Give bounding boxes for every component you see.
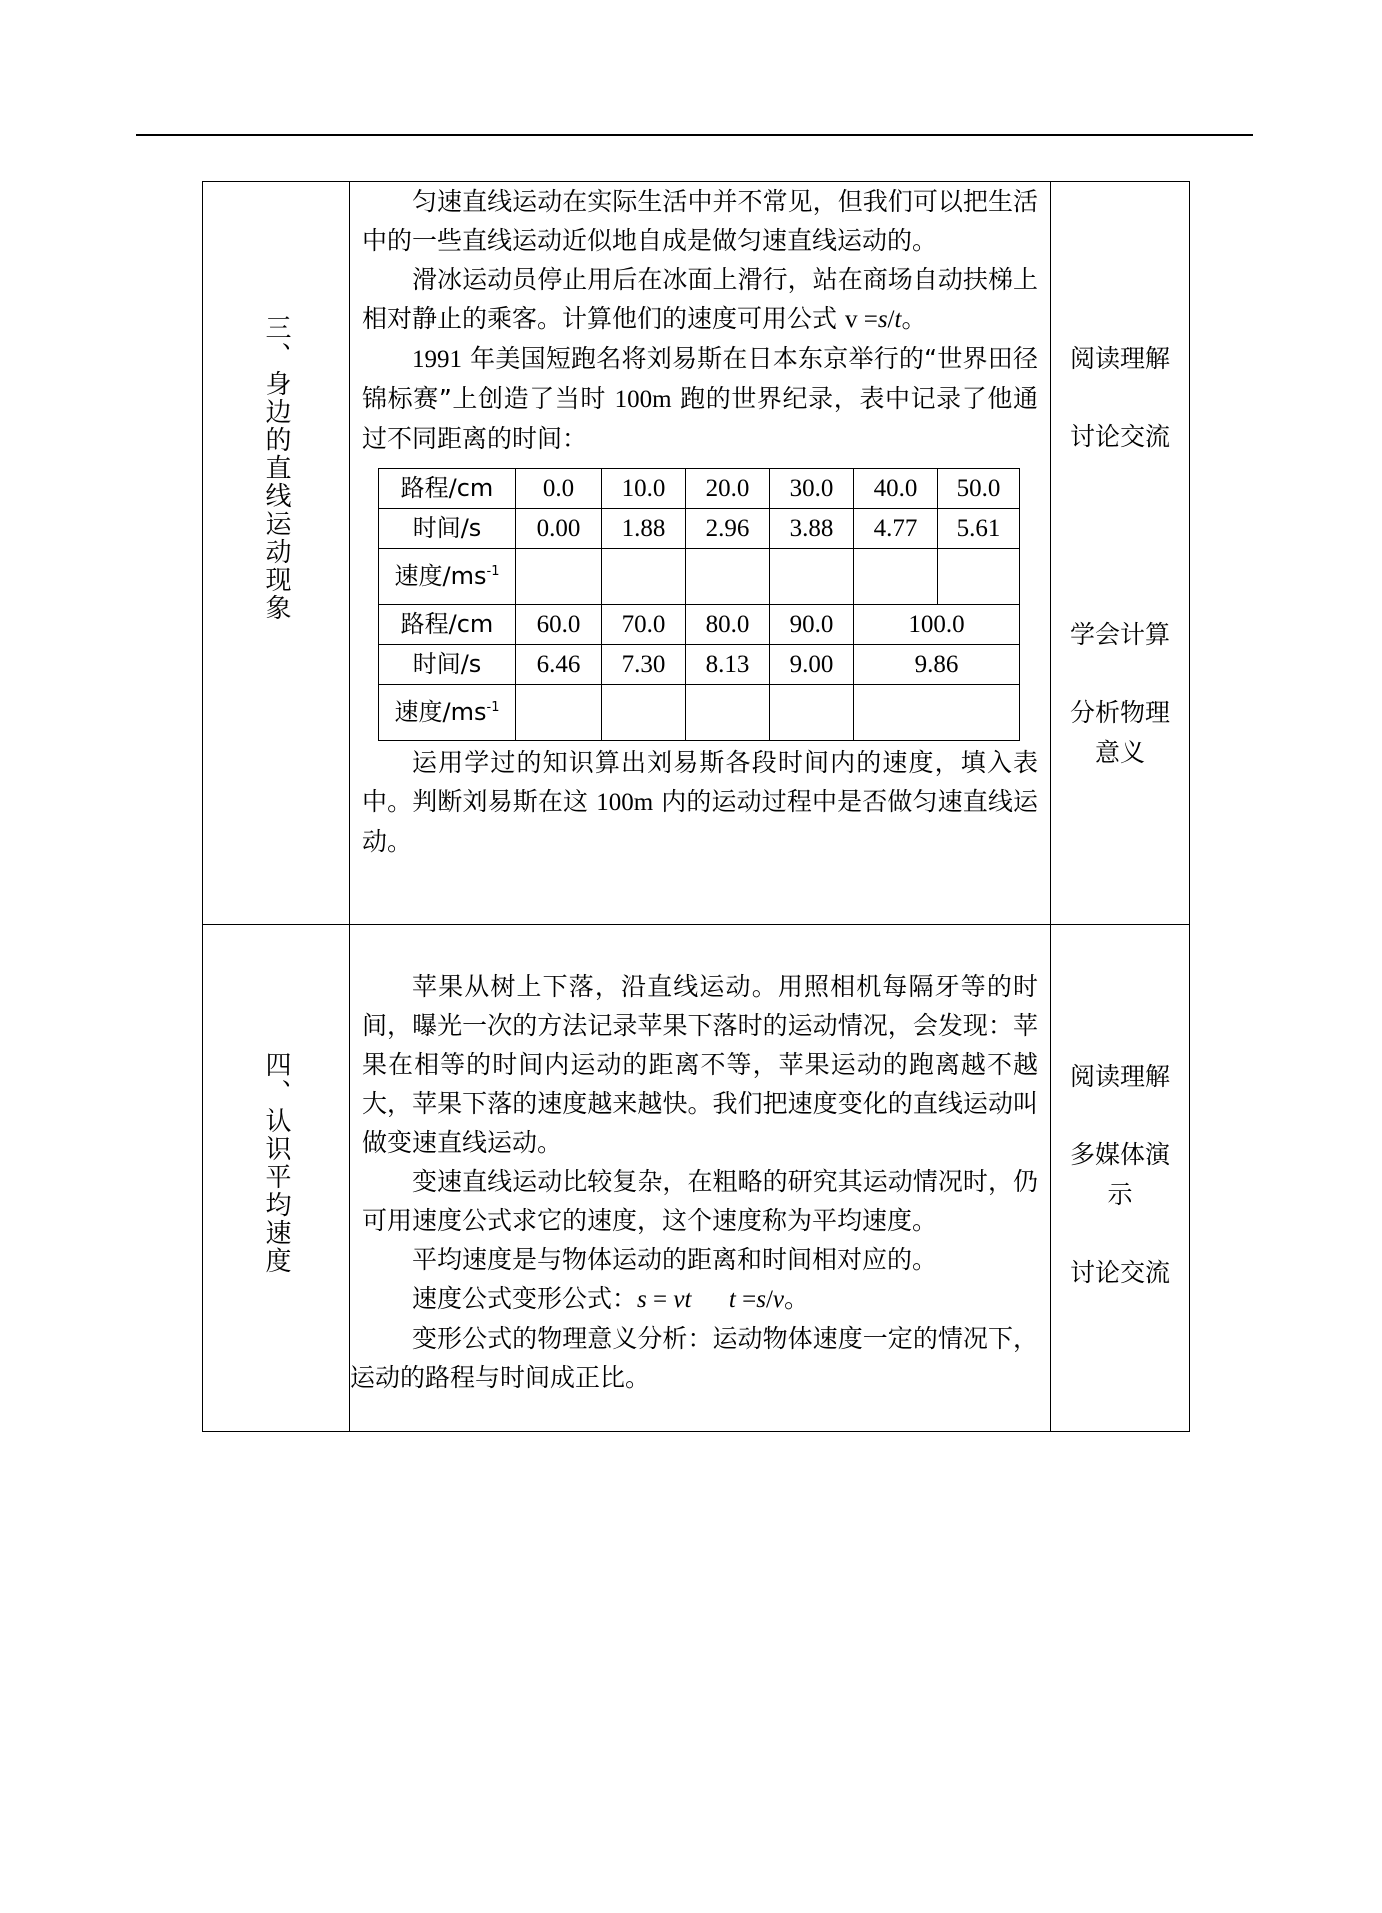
method-item: 分析物理意义	[1069, 698, 1170, 767]
table-row	[379, 469, 1020, 509]
table-row	[379, 509, 1020, 549]
method-item: 学会计算	[1069, 620, 1170, 649]
method-item: 讨论交流	[1069, 422, 1170, 451]
paragraph: 滑冰运动员停止用后在冰面上滑行，站在商场自动扶梯上相对静止的乘客。计算他们的速度可用公式 v =s/t。	[362, 265, 1038, 333]
answer-cell[interactable]	[602, 685, 686, 741]
table-cell: 7.30	[602, 645, 686, 685]
paragraph: 速度公式变形公式：s = vt t =s/v。	[412, 1284, 810, 1313]
answer-cell[interactable]	[602, 549, 686, 605]
answer-cell[interactable]	[770, 685, 854, 741]
table-row	[379, 549, 1020, 605]
method-item: 阅读理解	[1069, 344, 1170, 373]
speed-unit-exponent: -1	[486, 564, 500, 579]
table-cell: 80.0	[686, 605, 770, 645]
paragraph: 匀速直线运动在实际生活中并不常见，但我们可以把生活中的一些直线运动近似地自成是做匀速直线运动的。	[362, 187, 1038, 255]
table-cell: 20.0	[686, 469, 770, 509]
header-rule	[136, 134, 1253, 136]
table-cell: 0.0	[516, 469, 602, 509]
row-header: 时间/s	[379, 645, 516, 685]
table-cell: 4.77	[854, 509, 938, 549]
table-cell: 3.88	[770, 509, 854, 549]
answer-cell[interactable]	[686, 685, 770, 741]
lewis-time-table	[378, 468, 1020, 741]
method-item: 讨论交流	[1069, 1258, 1170, 1287]
row-header: 路程/cm	[379, 469, 516, 509]
section-title-cell	[203, 182, 350, 925]
section-title: 三、身边的直线运动现象	[261, 314, 291, 622]
section-title: 四、认识平均速度	[261, 1051, 291, 1275]
paragraph: 运用学过的知识算出刘易斯各段时间内的速度，填入表中。判断刘易斯在这 100m 内的运动过程中是否做匀速直线运动。	[362, 748, 1039, 856]
method-cell	[1051, 182, 1190, 925]
table-cell: 40.0	[854, 469, 938, 509]
method-item: 阅读理解	[1069, 1062, 1170, 1091]
row-header	[379, 549, 516, 605]
speed-unit-exponent: -1	[486, 700, 500, 715]
paragraph: 变速直线运动比较复杂，在粗略的研究其运动情况时，仍可用速度公式求它的速度，这个速度称为平均速度。	[362, 1167, 1038, 1235]
speed-label: 速度/ms	[394, 698, 487, 726]
method-cell	[1051, 925, 1190, 1432]
section-row-4	[203, 925, 1190, 1432]
table-cell: 100.0	[854, 605, 1020, 645]
paragraph: 变形公式的物理意义分析：运动物体速度一定的情况下，运动的路程与时间成正比。	[350, 1324, 1038, 1392]
table-cell: 5.61	[938, 509, 1020, 549]
answer-cell[interactable]	[854, 549, 938, 605]
answer-cell[interactable]	[686, 549, 770, 605]
row-header: 时间/s	[379, 509, 516, 549]
table-cell: 1.88	[602, 509, 686, 549]
row-header	[379, 685, 516, 741]
table-cell: 9.86	[854, 645, 1020, 685]
table-cell: 8.13	[686, 645, 770, 685]
paragraph: 1991 年美国短跑名将刘易斯在日本东京举行的“世界田径锦标赛”上创造了当时 100m 跑的世界纪录，表中记录了他通过不同距离的时间：	[362, 344, 1038, 453]
table-row	[379, 645, 1020, 685]
table-cell: 30.0	[770, 469, 854, 509]
table-cell: 9.00	[770, 645, 854, 685]
answer-cell[interactable]	[854, 685, 1020, 741]
section-content-cell	[350, 925, 1051, 1432]
paragraph: 苹果从树上下落，沿直线运动。用照相机每隔牙等的时间，曝光一次的方法记录苹果下落时的运动情况，会发现：苹果在相等的时间内运动的距离不等，苹果运动的跑离越不越大，苹果下落的速度越来越快。我们把速度变化的直线运动叫做变速直线运动。	[362, 972, 1038, 1157]
answer-cell[interactable]	[938, 549, 1020, 605]
method-item: 多媒体演示	[1069, 1140, 1170, 1209]
table-cell: 10.0	[602, 469, 686, 509]
table-row	[379, 685, 1020, 741]
section-row-3	[203, 182, 1190, 925]
table-cell: 2.96	[686, 509, 770, 549]
table-row	[379, 605, 1020, 645]
row-header: 路程/cm	[379, 605, 516, 645]
table-cell: 70.0	[602, 605, 686, 645]
table-cell: 0.00	[516, 509, 602, 549]
lesson-plan-table	[202, 181, 1190, 1432]
answer-cell[interactable]	[516, 685, 602, 741]
answer-cell[interactable]	[516, 549, 602, 605]
section-title-cell	[203, 925, 350, 1432]
table-cell: 60.0	[516, 605, 602, 645]
speed-label: 速度/ms	[394, 562, 487, 590]
table-cell: 6.46	[516, 645, 602, 685]
answer-cell[interactable]	[770, 549, 854, 605]
table-cell: 50.0	[938, 469, 1020, 509]
paragraph: 平均速度是与物体运动的距离和时间相对应的。	[412, 1245, 938, 1274]
table-cell: 90.0	[770, 605, 854, 645]
section-content-cell	[350, 182, 1051, 925]
